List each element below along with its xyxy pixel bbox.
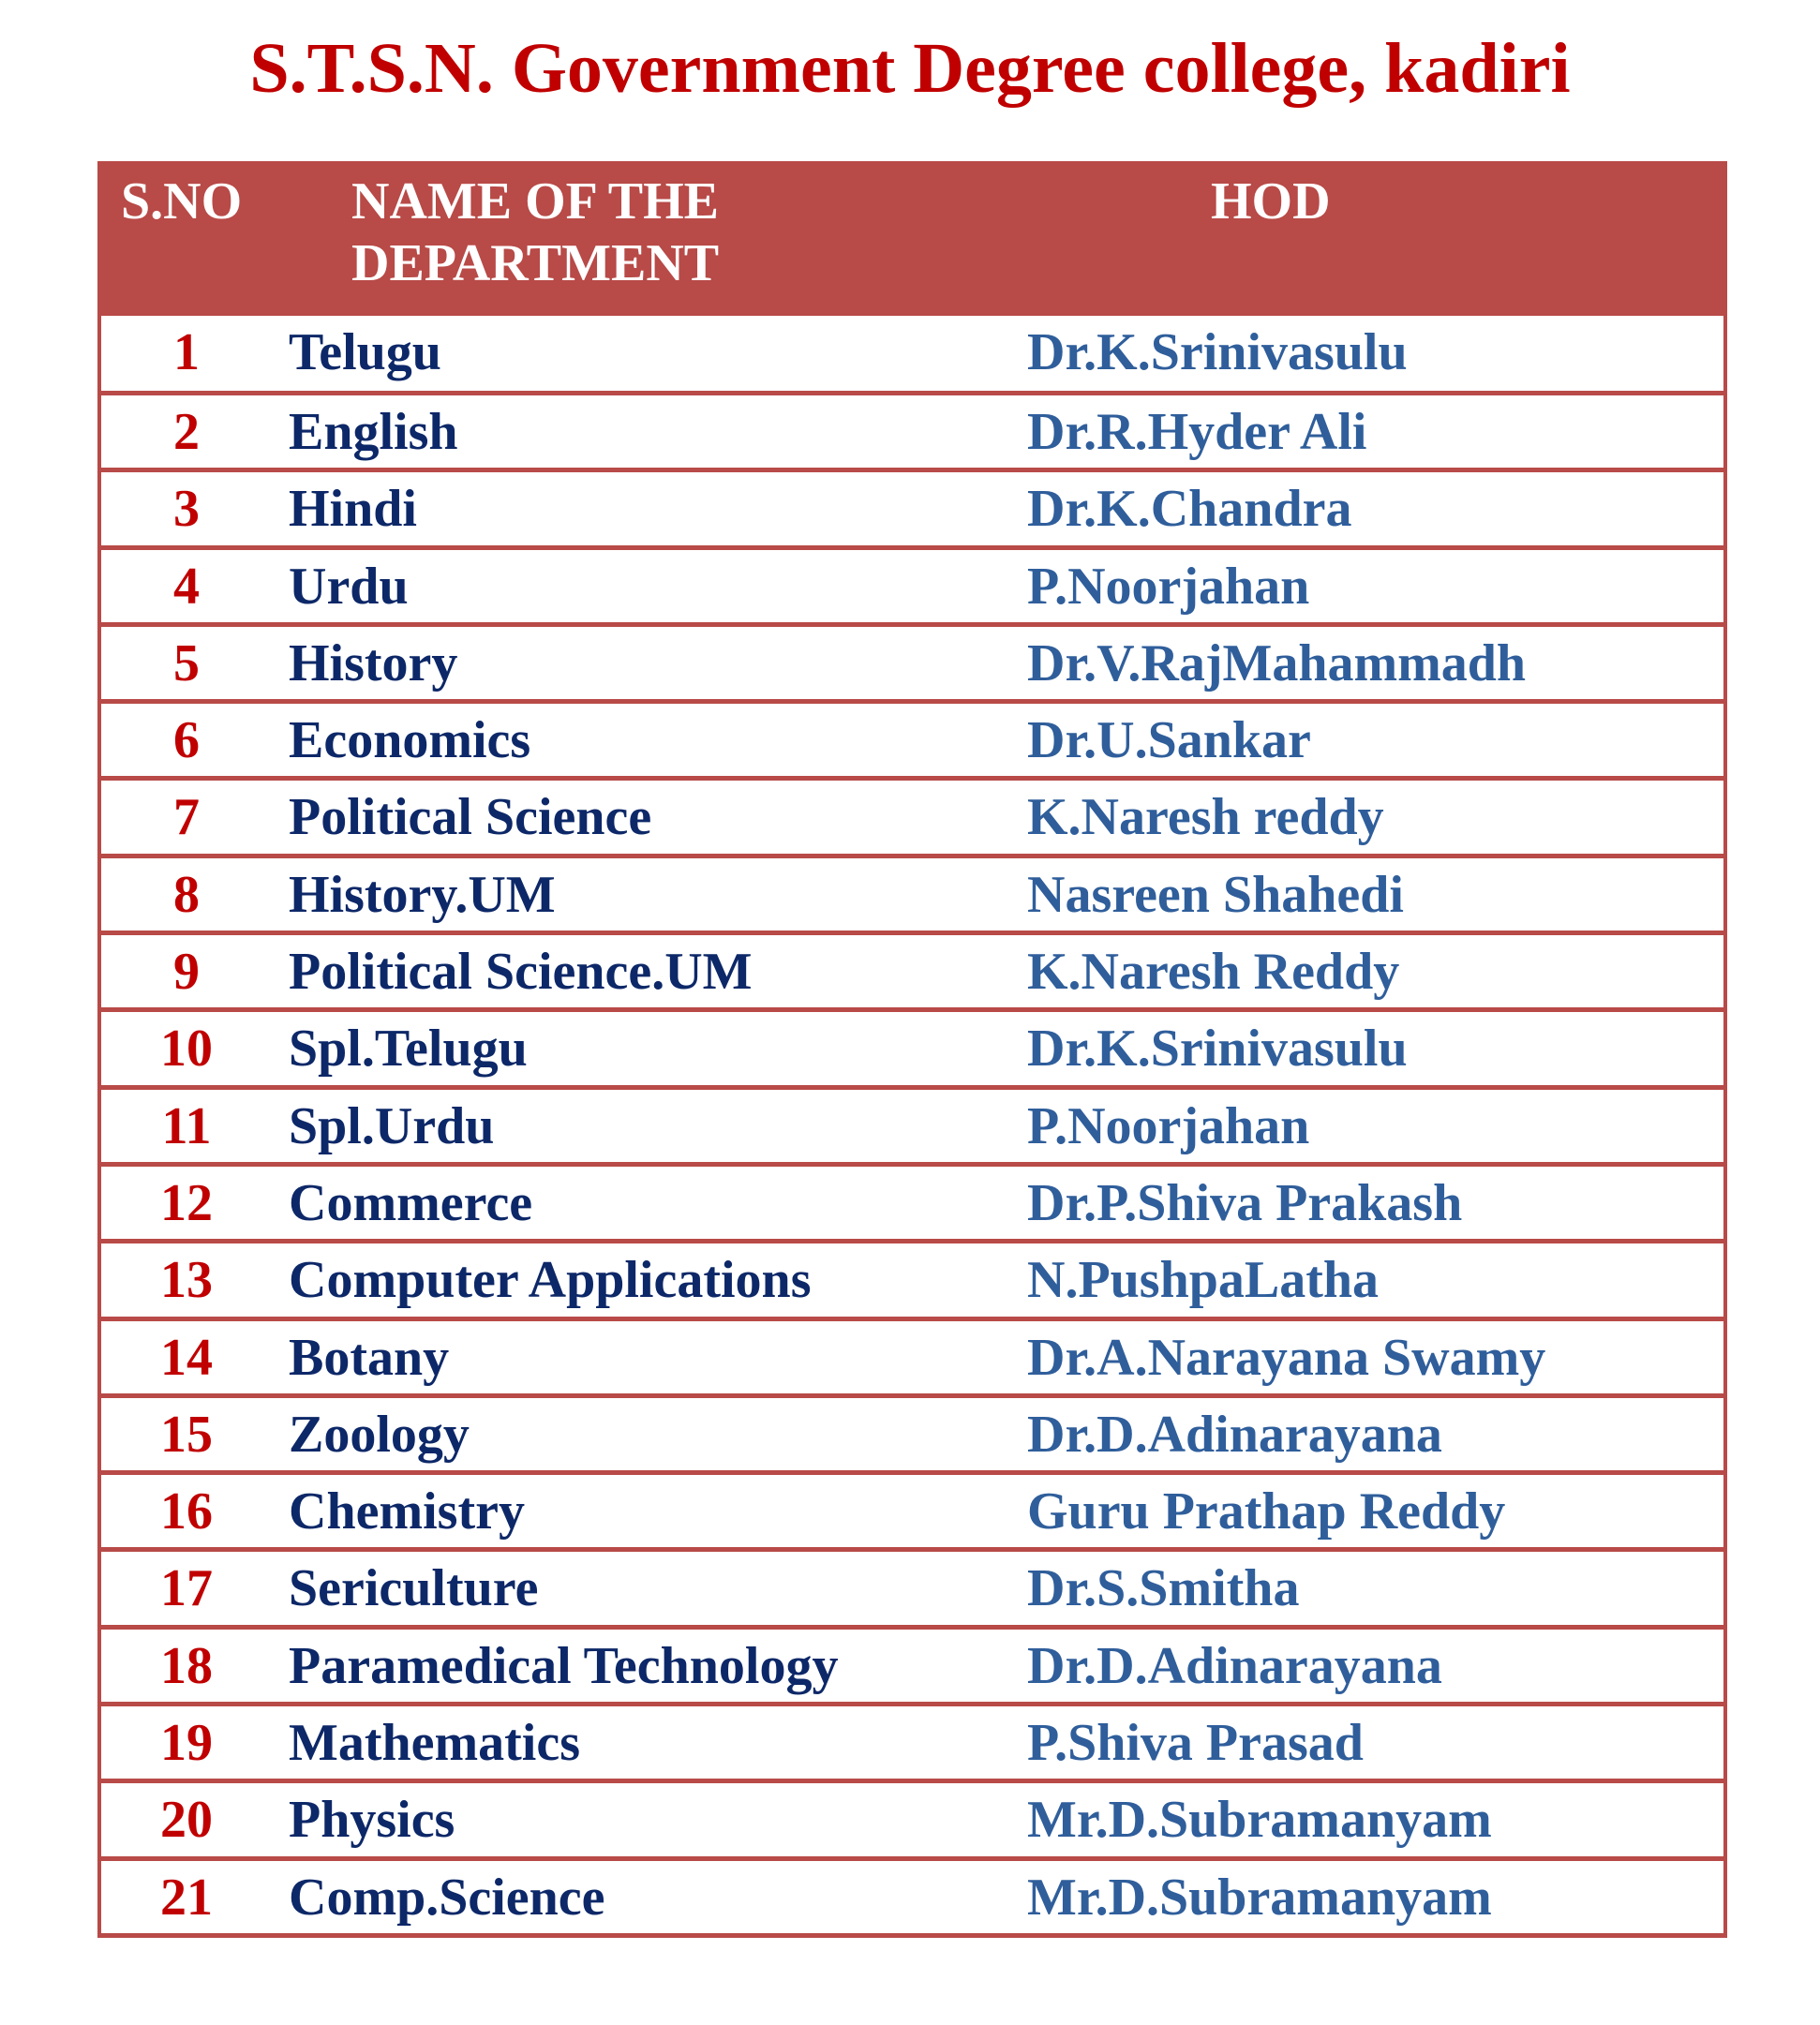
department-name: Physics [289,1791,455,1850]
table-row [101,1317,1723,1393]
table-row [101,1547,1723,1624]
department-name: Comp.Science [289,1868,605,1927]
header-sno: S.NO [121,172,243,231]
serial-number: 10 [160,1020,213,1079]
hod-name: Dr.U.Sankar [1027,711,1311,770]
serial-number: 8 [173,865,200,924]
serial-number: 14 [160,1328,213,1387]
hod-name: N.PushpaLatha [1027,1251,1380,1310]
table-row [101,1856,1723,1933]
hod-name: P.Noorjahan [1027,1096,1310,1155]
department-name: History.UM [289,865,556,924]
hod-name: Dr.K.Srinivasulu [1027,1020,1408,1079]
hod-name: Mr.D.Subramanyam [1027,1791,1492,1850]
department-name: Economics [289,711,531,770]
page-title: S.T.S.N. Government Degree college, kadiri [249,29,1571,108]
departments-table [97,161,1727,1938]
serial-number: 9 [173,943,200,1002]
serial-number: 20 [160,1791,213,1850]
department-name: Hindi [289,480,417,539]
table-row [101,1393,1723,1470]
table-row [101,1085,1723,1162]
table-row [101,1779,1723,1855]
table-row [101,1470,1723,1547]
hod-name: K.Naresh reddy [1027,788,1384,847]
table-body [101,316,1723,1933]
serial-number: 17 [160,1559,213,1618]
serial-number: 16 [160,1482,213,1541]
hod-name: Dr.V.RajMahammadh [1027,633,1527,692]
header-hod: HOD [1211,172,1331,231]
department-name: Political Science.UM [289,943,753,1002]
department-name: Commerce [289,1173,533,1232]
department-name: Computer Applications [289,1251,812,1310]
hod-name: P.Noorjahan [1027,557,1310,616]
department-name: Chemistry [289,1482,525,1541]
table-header [101,161,1723,316]
department-name: Mathematics [289,1714,581,1773]
hod-name: Dr.S.Smitha [1027,1559,1300,1618]
hod-name: Guru Prathap Reddy [1027,1482,1506,1541]
department-name: Botany [289,1328,450,1387]
hod-name: Mr.D.Subramanyam [1027,1868,1492,1927]
table-row [101,1007,1723,1084]
table-row [101,776,1723,853]
hod-name: Dr.K.Srinivasulu [1027,323,1408,381]
department-name: Sericulture [289,1559,539,1618]
table-row [101,545,1723,622]
serial-number: 5 [173,633,200,692]
table-row [101,316,1723,391]
table-row [101,1702,1723,1779]
serial-number: 12 [160,1173,213,1232]
hod-name: Dr.K.Chandra [1027,480,1352,539]
table-row [101,854,1723,931]
department-name: Zoology [289,1405,470,1464]
table-row [101,1162,1723,1239]
department-name: English [289,403,458,461]
serial-number: 3 [173,480,200,539]
department-name: Urdu [289,557,409,616]
header-department: NAME OF THE DEPARTMENT [351,172,720,292]
department-name: History [289,633,458,692]
hod-name: Dr.P.Shiva Prakash [1027,1173,1463,1232]
hod-name: Dr.R.Hyder Ali [1027,403,1367,461]
table-row [101,391,1723,468]
serial-number: 18 [160,1636,213,1695]
hod-name: K.Naresh Reddy [1027,943,1400,1002]
serial-number: 4 [173,557,200,616]
department-name: Spl.Urdu [289,1096,495,1155]
serial-number: 7 [173,788,200,847]
hod-name: Nasreen Shahedi [1027,865,1404,924]
table-row [101,1239,1723,1316]
hod-name: Dr.D.Adinarayana [1027,1405,1442,1464]
department-name: Telugu [289,323,441,381]
serial-number: 15 [160,1405,213,1464]
table-row [101,622,1723,699]
hod-name: Dr.A.Narayana Swamy [1027,1328,1546,1387]
table-row [101,699,1723,776]
serial-number: 13 [160,1251,213,1310]
serial-number: 11 [161,1096,212,1155]
serial-number: 1 [173,323,200,381]
hod-name: P.Shiva Prasad [1027,1714,1364,1773]
hod-name: Dr.D.Adinarayana [1027,1636,1442,1695]
serial-number: 21 [160,1868,213,1927]
table-row [101,931,1723,1007]
table-row [101,1625,1723,1702]
department-name: Spl.Telugu [289,1020,528,1079]
department-name: Paramedical Technology [289,1636,839,1695]
department-name: Political Science [289,788,652,847]
serial-number: 6 [173,711,200,770]
serial-number: 2 [173,403,200,461]
table-row [101,468,1723,544]
serial-number: 19 [160,1714,213,1773]
